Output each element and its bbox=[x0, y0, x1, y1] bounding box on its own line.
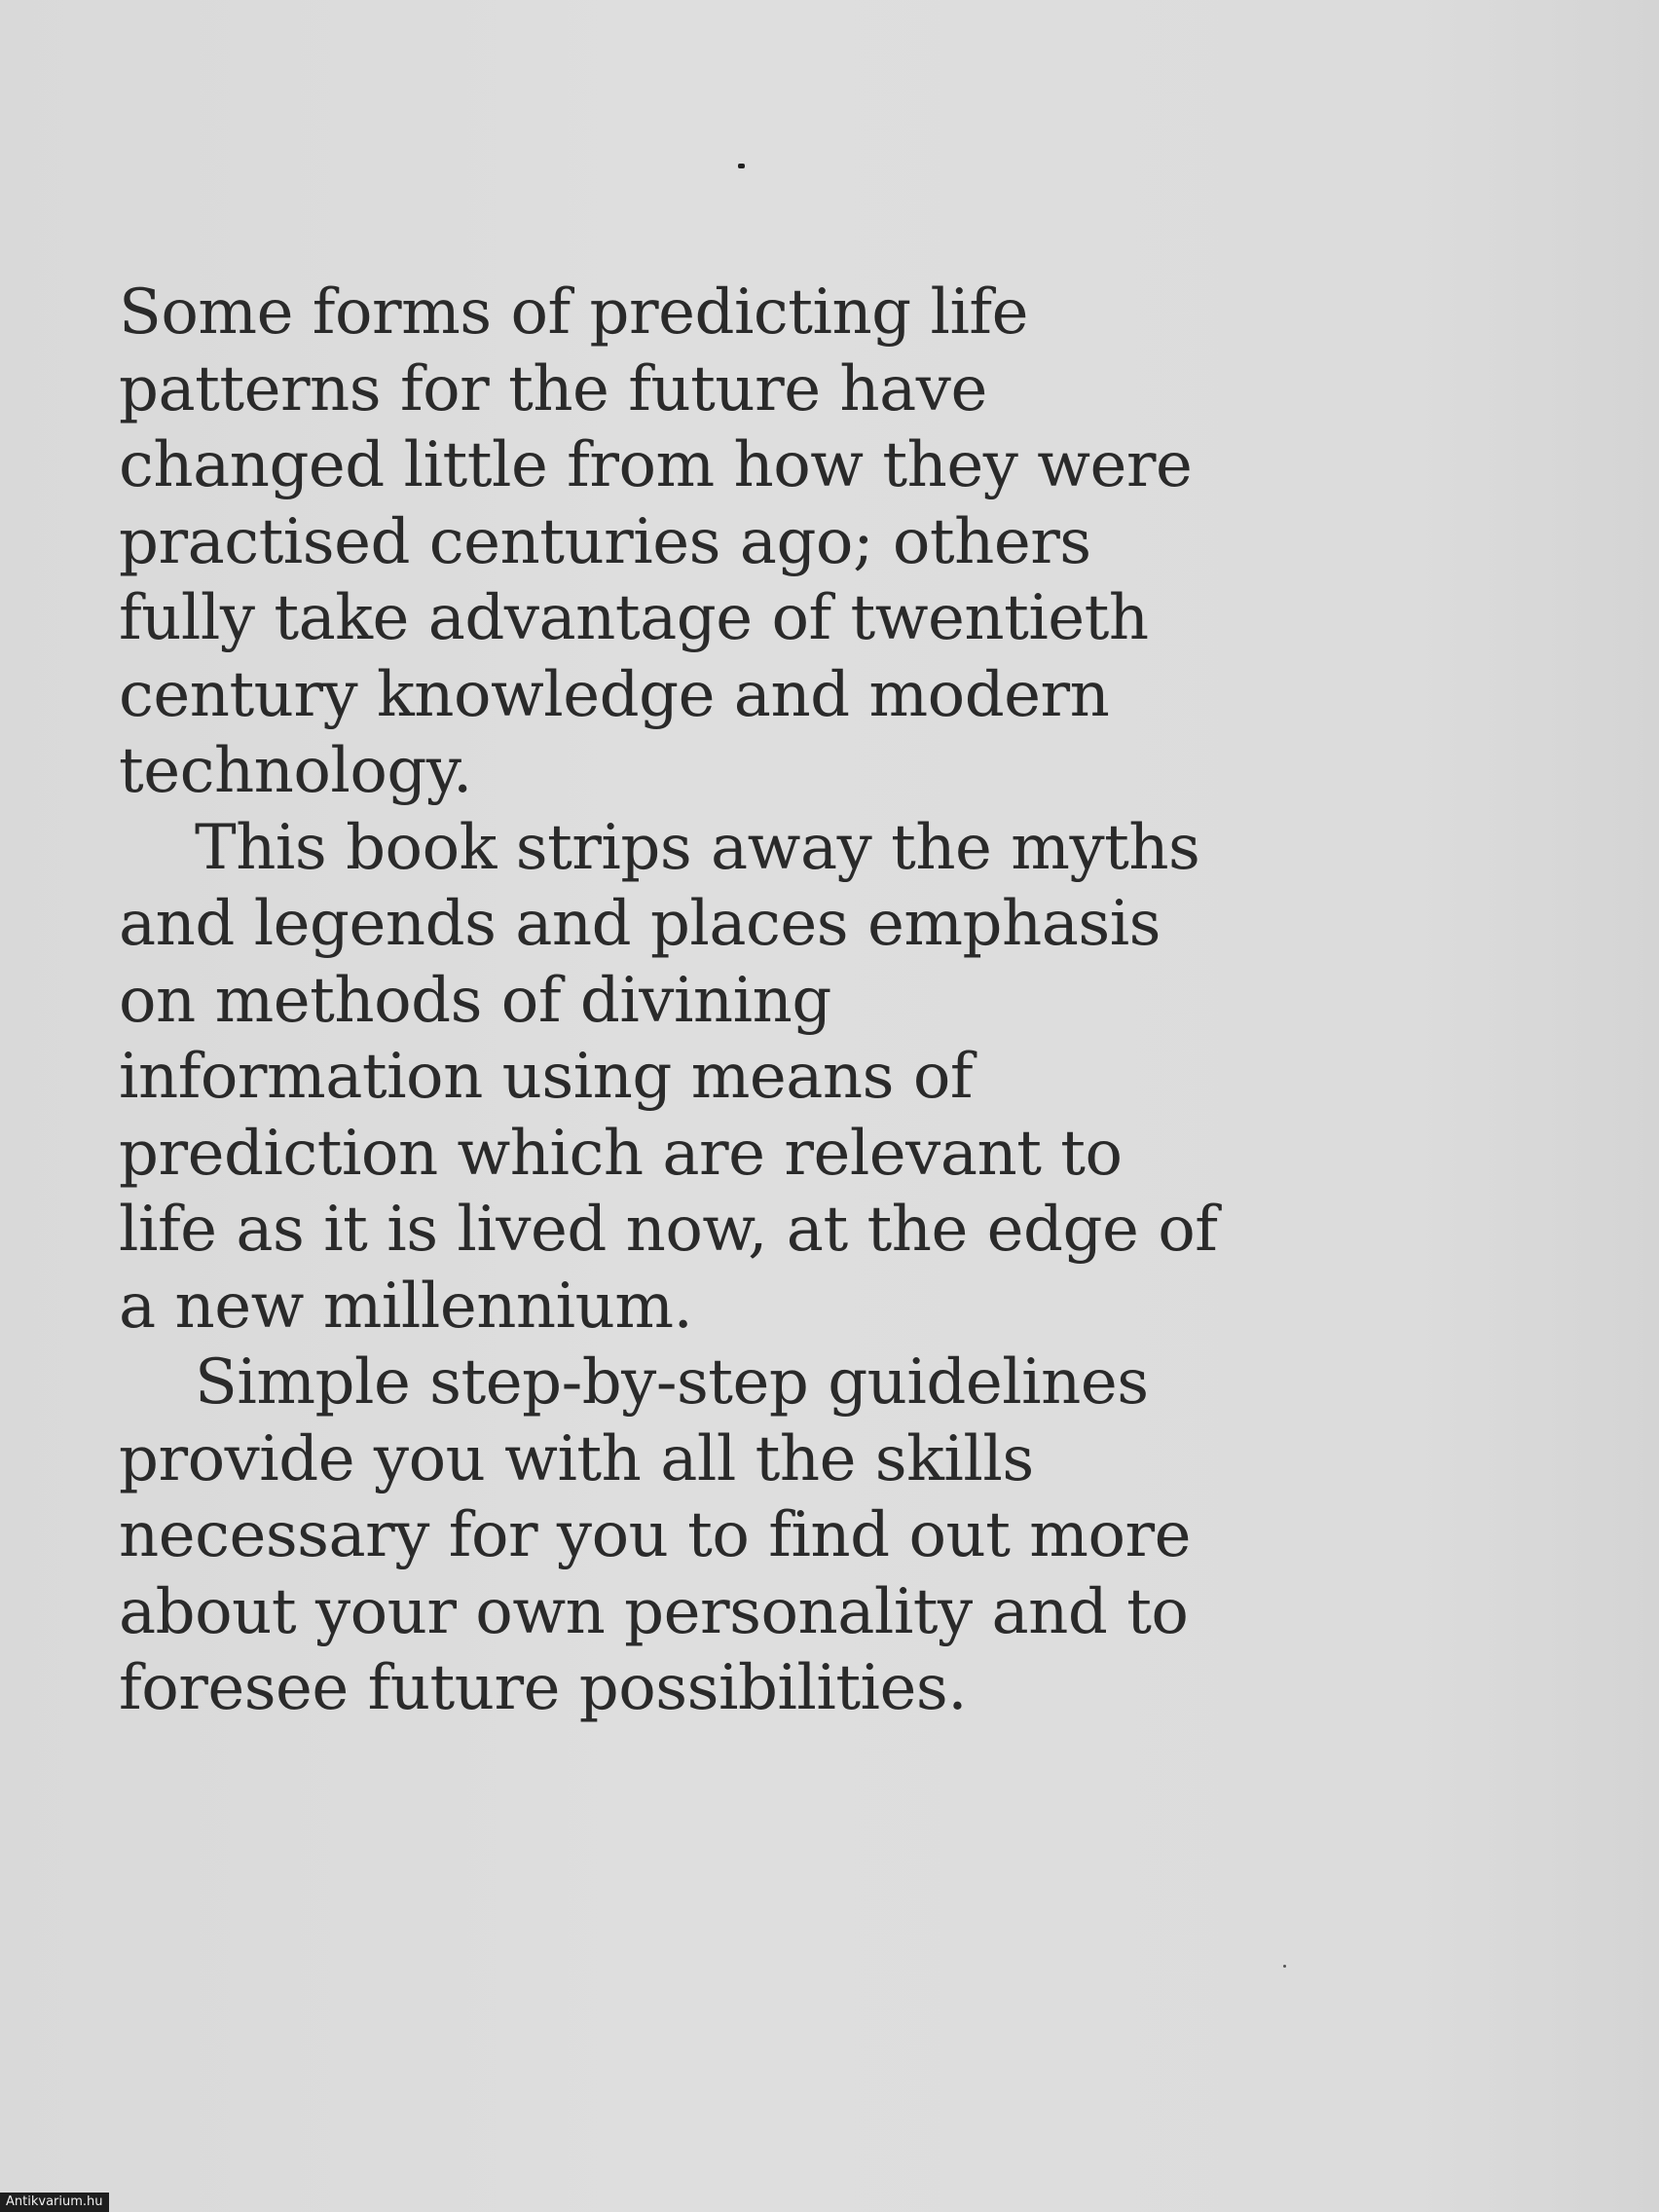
paragraph-3-line-1: Simple step-by-step guidelines bbox=[195, 1346, 1149, 1419]
paragraph-3-line-4: about your own personality and to bbox=[119, 1575, 1189, 1648]
paragraph-1-line-5: fully take advantage of twentieth bbox=[119, 582, 1149, 654]
blurb-text bbox=[119, 275, 1307, 1727]
paragraph-1-line-6: century knowledge and modern bbox=[119, 658, 1110, 731]
paragraph-1-line-2: patterns for the future have bbox=[119, 352, 987, 425]
paragraph-2-line-6: life as it is lived now, at the edge of bbox=[119, 1194, 1218, 1266]
paragraph-2-line-3: on methods of divining bbox=[119, 964, 831, 1037]
paragraph-2-line-4: information using means of bbox=[119, 1041, 974, 1113]
paragraph-3-line-2: provide you with all the skills bbox=[119, 1422, 1034, 1495]
paragraph-2-line-5: prediction which are relevant to bbox=[119, 1117, 1123, 1190]
paragraph-2-line-2: and legends and places emphasis bbox=[119, 888, 1161, 960]
paragraph-1-line-7: technology. bbox=[119, 735, 472, 807]
ink-speck bbox=[1283, 1965, 1286, 1968]
ink-speck bbox=[738, 164, 745, 168]
paragraph-1-line-3: changed little from how they were bbox=[119, 429, 1193, 501]
paragraph-3-line-3: necessary for you to find out more bbox=[119, 1499, 1191, 1571]
watermark: Antikvarium.hu bbox=[0, 2193, 109, 2212]
paragraph-2-line-7: a new millennium. bbox=[119, 1270, 693, 1343]
paragraph-1-line-4: practised centuries ago; others bbox=[119, 505, 1091, 578]
paragraph-3-line-5: foresee future possibilities. bbox=[119, 1652, 968, 1724]
paragraph-2-line-1: This book strips away the myths bbox=[195, 811, 1200, 884]
paragraph-1-line-1: Some forms of predicting life bbox=[119, 276, 1028, 349]
